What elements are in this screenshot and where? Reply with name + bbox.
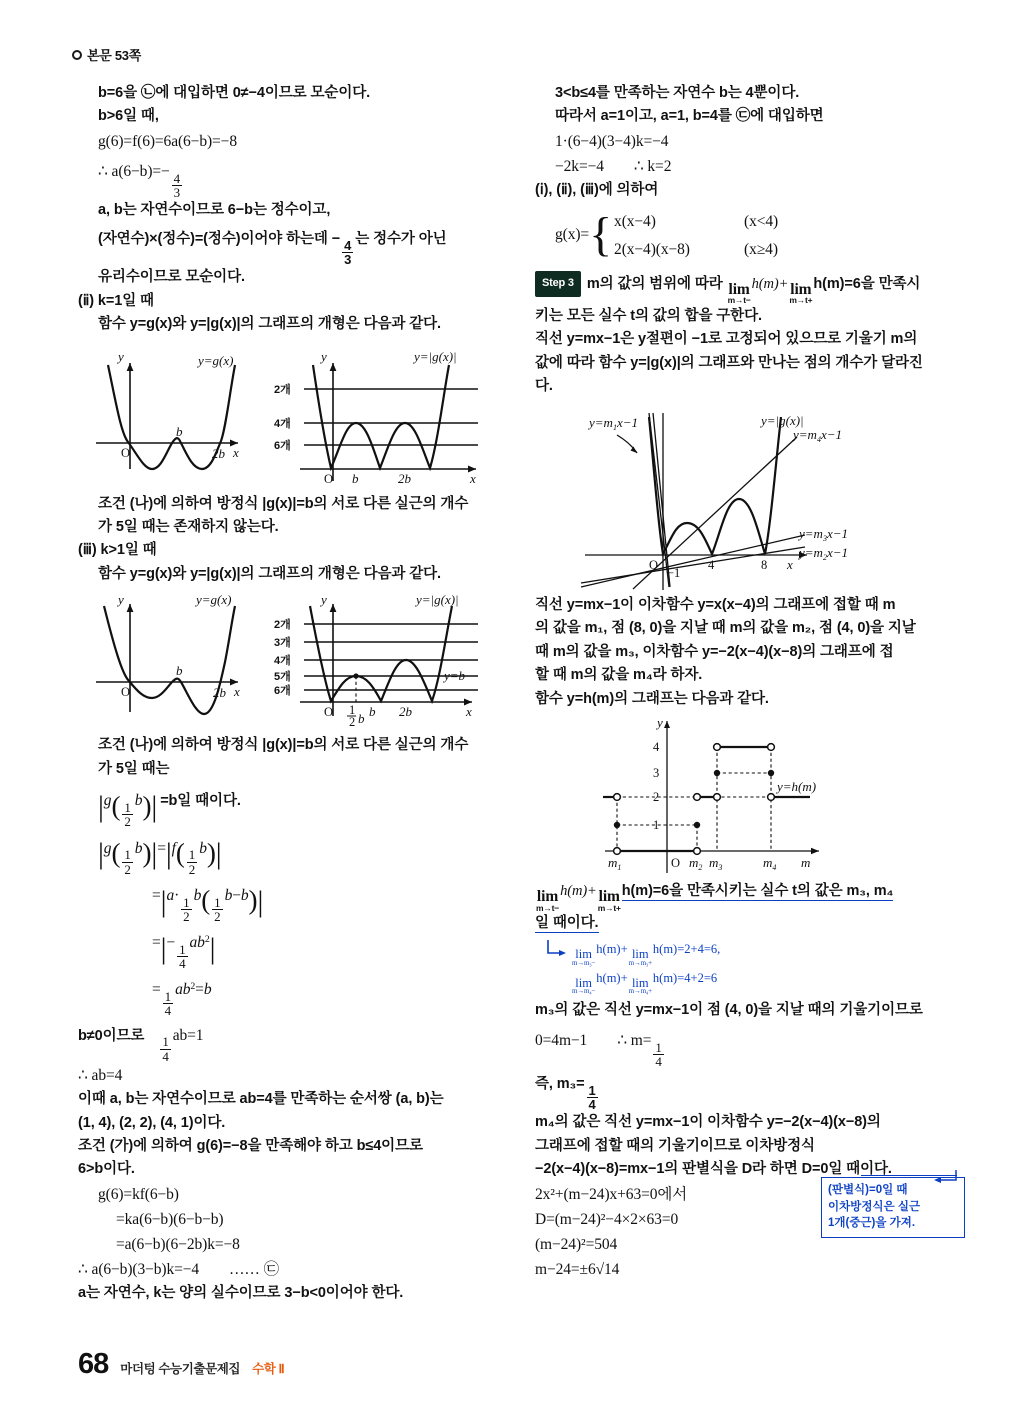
right-column: [535, 82, 965, 1282]
svg-text:y=|g(x)|: y=|g(x)|: [761, 412, 804, 428]
case-label-iii: (ⅲ) k>1일 때: [78, 542, 157, 559]
paren-close: ): [142, 790, 152, 821]
text-line: 직선 y=mx−1이 이차함수 y=x(x−4)의 그래프에 접할 때 m: [535, 596, 896, 613]
limit-notation-1: lim m→t−: [727, 280, 751, 306]
svg-text:y=|g(x)|: y=|g(x)|: [414, 348, 457, 364]
case-cond-1: (x<4): [744, 212, 779, 230]
text-line: 조건 (나)에 의하여 방정식 |g(x)|=b의 서로 다른 실근의 개수: [98, 737, 469, 754]
text-line: 함수 y=g(x)와 y=|g(x)|의 그래프의 개형은 다음과 같다.: [98, 565, 441, 582]
equation-line: g(6)=f(6)=6a(6−b)=−8: [98, 132, 237, 150]
svg-text:O: O: [649, 557, 659, 572]
text-line: 이때 a, b는 자연수이므로 ab=4를 만족하는 순서쌍 (a, b)는: [78, 1091, 444, 1108]
svg-text:x: x: [466, 704, 472, 720]
text-line: 값에 따라 함수 y=|g(x)|의 그래프와 만나는 점의 개수가 달라진: [535, 354, 923, 371]
equation-chain-2: =|a· $\frac{1}{2}$ b( $\frac{1}{2}$ b−b)|: [152, 885, 264, 924]
svg-text:1: 1: [653, 818, 660, 833]
equation-line: 2x²+(m−24)x+63=0에서: [535, 1185, 688, 1203]
svg-text:O: O: [324, 471, 334, 486]
text-line: (1, 4), (2, 2), (4, 1)이다.: [78, 1114, 226, 1131]
page-footer: [78, 1348, 284, 1381]
figure-1-svg: [88, 341, 498, 491]
limit-notation-7: lim m→m₄−: [572, 975, 596, 996]
equation-chain-3: =|− $\frac{1}{4}$ $ab^2|$: [152, 932, 216, 972]
arrow-icon: [545, 940, 567, 966]
svg-text:4: 4: [653, 740, 660, 755]
fig1-left-graph: [96, 349, 239, 469]
subject-label: 수학 Ⅱ: [252, 1362, 285, 1376]
svg-text:−1: −1: [667, 565, 681, 580]
step-text-a: m의 값의 범위에 따라: [586, 275, 723, 292]
svg-text:2b: 2b: [399, 704, 412, 720]
svg-text:1: 1: [349, 703, 356, 718]
text-line: (ⅰ), (ⅱ), (ⅲ)에 의하여: [535, 182, 659, 199]
fraction-1-2: $\frac{1}{2}$: [124, 800, 131, 830]
svg-text:O: O: [121, 685, 131, 700]
eq-part-a: 0=4m−1: [535, 1031, 588, 1049]
text-line: 6>b이다.: [78, 1161, 135, 1178]
svg-text:O: O: [324, 705, 334, 720]
svg-text:b: b: [176, 423, 183, 439]
text-line: 그래프에 접할 때의 기울기이므로 이차방정식: [535, 1137, 815, 1154]
eq-prefix: 즉, m₃=: [535, 1076, 585, 1093]
left-column: [78, 82, 498, 1306]
equation-b-not-zero: [78, 1018, 498, 1063]
text-line: b>6일 때,: [98, 108, 159, 125]
concl-b: h(m)=6을 만족시키는 실수 t의 값은 m₃, m₄: [621, 883, 894, 900]
svg-text:y=m2x−1: $y=m_2x-1$: [799, 544, 848, 562]
cases-block: [589, 209, 778, 262]
figure-big: [575, 405, 965, 590]
note-a: h(m)+: [596, 941, 628, 956]
svg-text:O: O: [121, 445, 131, 460]
svg-text:y=m4x−1: $y=m_4x-1$: [793, 426, 842, 444]
svg-text:2b: 2b: [213, 685, 226, 701]
fig2-left-graph: [96, 592, 240, 714]
svg-text:4개: 4개: [274, 417, 291, 430]
svg-text:3개: 3개: [274, 637, 291, 650]
equation-line: g(6)=kf(6−b): [98, 1185, 179, 1203]
d-zero-underline: [861, 1175, 957, 1176]
equation-line: (m−24)²=504: [535, 1236, 618, 1254]
half-b-tick: [347, 703, 365, 729]
equation-line: D=(m−24)²−4×2×63=0: [535, 1210, 679, 1228]
svg-text:2개: 2개: [274, 619, 291, 632]
page-header: [72, 45, 141, 64]
header-reference-text: 본문 53쪽: [87, 48, 141, 63]
step-badge: Step 3: [535, 271, 581, 297]
page-number: 68: [78, 1348, 109, 1380]
text-line: 따라서 a=1이고, a=1, b=4를 ㉢에 대입하면: [555, 108, 824, 125]
text-line: [78, 223, 498, 266]
text-line: m₄의 값은 직선 y=mx−1이 이차함수 y=−2(x−4)(x−8)의: [535, 1114, 881, 1131]
svg-text:m4: $m_4$: [763, 855, 777, 873]
svg-text:m2: $m_2$: [689, 855, 703, 873]
equation-line: [535, 154, 965, 179]
limit-notation-2: lim m→t+: [789, 280, 813, 306]
conclusion-limits: [535, 877, 965, 912]
svg-text:y=m1x−1: $y=m_1x-1$: [589, 414, 638, 432]
svg-text:m1: $m_1$: [608, 855, 622, 873]
svg-text:5개: 5개: [274, 671, 291, 684]
svg-text:y: y: [118, 348, 124, 364]
svg-text:2b: 2b: [212, 445, 225, 461]
callout-line-2: 이차방정식은 실근: [828, 1200, 921, 1213]
svg-text:m3: $m_3$: [709, 855, 723, 873]
blue-note-block: [545, 938, 965, 996]
figure-pair-2: [88, 590, 498, 732]
fig2-right-graph: [274, 592, 478, 729]
eq-prefix: ∴ a(6−b)=−: [98, 163, 170, 181]
eq-part-a: −2k=−4: [555, 158, 604, 176]
svg-text:m: m: [801, 855, 811, 871]
text-line: 함수 y=g(x)와 y=|g(x)|의 그래프의 개형은 다음과 같다.: [98, 316, 441, 333]
text-line: 다.: [535, 378, 553, 395]
svg-text:8: 8: [761, 557, 768, 572]
svg-text:x: x: [233, 444, 239, 460]
equation-chain-1: |g( $\frac{1}{2}$ b)|=|f( $\frac{1}{2}$ b)|: [98, 837, 222, 877]
svg-text:x: x: [470, 470, 476, 486]
eq-prefix: b≠0이므로: [78, 1027, 145, 1044]
fig1-right-graph: [274, 349, 478, 486]
text-line: 가 5일 때는: [98, 760, 170, 777]
text-line: a, b는 자연수이므로 6−b는 정수이고,: [98, 202, 331, 219]
text-line: [535, 912, 965, 935]
svg-text:y: y: [321, 348, 327, 364]
fraction-1-4: $\frac{1}{4}$: [162, 1034, 169, 1064]
fraction-4-3: $\frac{4}{3}$: [173, 170, 181, 201]
svg-text:2: 2: [349, 715, 356, 730]
piecewise-definition: [535, 209, 965, 262]
note-line-2: [571, 967, 965, 996]
svg-text:x: x: [787, 556, 793, 572]
svg-text:y: y: [657, 715, 663, 731]
figure-pair-1: [88, 341, 498, 491]
svg-text:O: O: [671, 856, 681, 871]
callout-line-3: 1개(중근)을 가져.: [828, 1217, 916, 1230]
equation-m3: [535, 1023, 965, 1068]
concl-a: h(m)+: [560, 883, 597, 900]
text-part-a: (자연수)×(정수)=(정수)이어야 하는데 −: [98, 230, 341, 247]
text-part-b: 는 정수가 아닌: [355, 230, 447, 247]
text-line: 유리수이므로 모순이다.: [98, 269, 245, 286]
abs-bar-open: |: [98, 791, 104, 824]
svg-text:y=|g(x)|: y=|g(x)|: [416, 592, 459, 608]
svg-text:2개: 2개: [274, 383, 291, 396]
svg-text:y: y: [321, 592, 327, 608]
book-title: 마더텅 수능기출문제집: [120, 1362, 241, 1376]
step3-block: [535, 270, 965, 305]
concl-c: 일 때이다.: [535, 915, 599, 932]
note-c: h(m)+: [596, 970, 628, 985]
text-line: m₃의 값은 직선 y=mx−1이 점 (4, 0)을 지날 때의 기울기이므로: [535, 1002, 923, 1019]
text-line: 가 5일 때는 존재하지 않는다.: [98, 519, 279, 535]
limit-notation-3: lim m→t−: [536, 888, 560, 913]
svg-text:4: 4: [708, 557, 715, 572]
svg-text:6개: 6개: [274, 685, 291, 698]
svg-text:y: y: [118, 592, 124, 608]
limit-notation-8: lim m→m₄+: [628, 975, 652, 996]
case-cond-2: (x≥4): [744, 240, 778, 258]
figure-step: [605, 715, 965, 875]
text-line: b=6을 ㉡에 대입하면 0≠−4이므로 모순이다.: [98, 85, 371, 101]
equation-line: =a(6−b)(6−2b)k=−8: [116, 1236, 240, 1254]
figure-step-svg: [605, 715, 915, 875]
equation-m3-value: [535, 1068, 965, 1111]
svg-text:2b: 2b: [398, 470, 411, 486]
equation-line: =ka(6−b)(6−b−b): [116, 1211, 224, 1229]
text-line: 의 값을 m₁, 점 (8, 0)을 지날 때 m의 값을 m₂, 점 (4, 0)을 지날: [535, 620, 916, 637]
equation-line-with-ref: [78, 1257, 498, 1282]
limit-notation-4: lim m→t+: [597, 888, 621, 913]
eq-part-b: ∴ k=2: [633, 158, 672, 176]
note-d: h(m)=4+2=6: [652, 970, 718, 985]
equation-line: 1·(6−4)(3−4)k=−4: [555, 132, 669, 150]
circle-marker-icon: [72, 50, 82, 60]
equation-line: m−24=±6√14: [535, 1261, 620, 1279]
figure-2-svg: [88, 590, 498, 732]
eq-body: ∴ a(6−b)(3−b)k=−4: [78, 1261, 200, 1279]
text-line: 조건 (가)에 의하여 g(6)=−8을 만족해야 하고 b≤4이므로: [78, 1138, 423, 1154]
text-line: 직선 y=mx−1은 y절편이 −1로 고정되어 있으므로 기울기 m의: [535, 331, 918, 348]
text-line: a는 자연수, k는 양의 실수이므로 3−b<0이어야 한다.: [78, 1285, 404, 1302]
fraction-1-4: $\frac{1}{4}$: [655, 1039, 662, 1069]
svg-text:y=b: y=b: [444, 668, 466, 684]
svg-text:b: b: [369, 704, 376, 720]
equation-line: [78, 154, 498, 199]
eq-part-b: ∴ m=: [617, 1031, 652, 1049]
equation-line: ∴ ab=4: [78, 1066, 123, 1084]
text-line: 함수 y=h(m)의 그래프는 다음과 같다.: [535, 690, 769, 707]
svg-text:y=h(m): y=h(m): [777, 779, 817, 795]
step-text-c: h(m)=6을 만족시: [813, 275, 921, 292]
fraction-1-4: $\frac{1}{4}$: [588, 1082, 596, 1113]
equation-abs-g-half-b: |g( $\frac{1}{2}$ b)| =b일 때이다.: [98, 790, 241, 830]
svg-text:3: 3: [653, 766, 660, 781]
svg-text:4개: 4개: [274, 655, 291, 668]
callout-arrow-icon: [930, 1168, 960, 1190]
eq-ref: …… ㉢: [229, 1261, 280, 1279]
text-line: 키는 모든 실수 t의 값의 합을 구한다.: [535, 307, 762, 324]
svg-text:y=g(x): y=g(x): [196, 592, 232, 608]
svg-text:b: b: [176, 663, 183, 679]
svg-text:b: b: [352, 470, 359, 486]
abs-bar-close: |: [151, 791, 158, 824]
callout-line-1: (판별식)=0일 때: [828, 1184, 908, 1196]
svg-text:x: x: [234, 684, 240, 700]
paren-open: (: [111, 790, 121, 821]
note-line-1: [571, 938, 965, 967]
svg-text:2: 2: [653, 790, 660, 805]
text-line: 할 때 m의 값을 m₄라 하자.: [535, 667, 703, 684]
eq-suffix: ab=1: [172, 1026, 204, 1044]
svg-text:y=g(x): y=g(x): [198, 352, 234, 368]
gx-label: g(x)=: [555, 225, 590, 243]
figure-big-svg: [575, 405, 965, 590]
fraction-4-3: $\frac{4}{3}$: [344, 237, 352, 267]
equation-chain-4: = $\frac{1}{4}$ $ab^2=b$: [152, 981, 212, 1019]
m4-discriminant-line: −2(x−4)(x−8)=mx−1의 판별식을 D라 하면 D=0일 때이다.: [535, 1161, 892, 1178]
case-label-ii: (ⅱ) k=1일 때: [78, 292, 154, 309]
step-text-b: h(m)+: [751, 275, 789, 292]
limit-notation-6: lim m→m₃+: [628, 947, 652, 967]
svg-text:6개: 6개: [274, 439, 291, 452]
limit-notation-5: lim m→m₃−: [572, 947, 596, 967]
note-b: h(m)=2+4=6,: [652, 941, 721, 956]
case-expr-2: 2(x−4)(x−8): [614, 240, 690, 258]
text-line: 때 m의 값을 m₃, 이차함수 y=−2(x−4)(x−8)의 그래프에 접: [535, 643, 894, 660]
svg-text:y=m3x−1: $y=m_3x-1$: [799, 525, 848, 543]
case-expr-1: x(x−4): [614, 212, 656, 230]
eq-tail: =b일 때이다.: [160, 793, 241, 810]
text-line: 3<b≤4를 만족하는 자연수 b는 4뿐이다.: [555, 85, 800, 101]
text-line: 조건 (나)에 의하여 방정식 |g(x)|=b의 서로 다른 실근의 개수: [98, 495, 469, 512]
svg-text:b: b: [358, 711, 365, 727]
brace-icon: {: [589, 208, 613, 262]
